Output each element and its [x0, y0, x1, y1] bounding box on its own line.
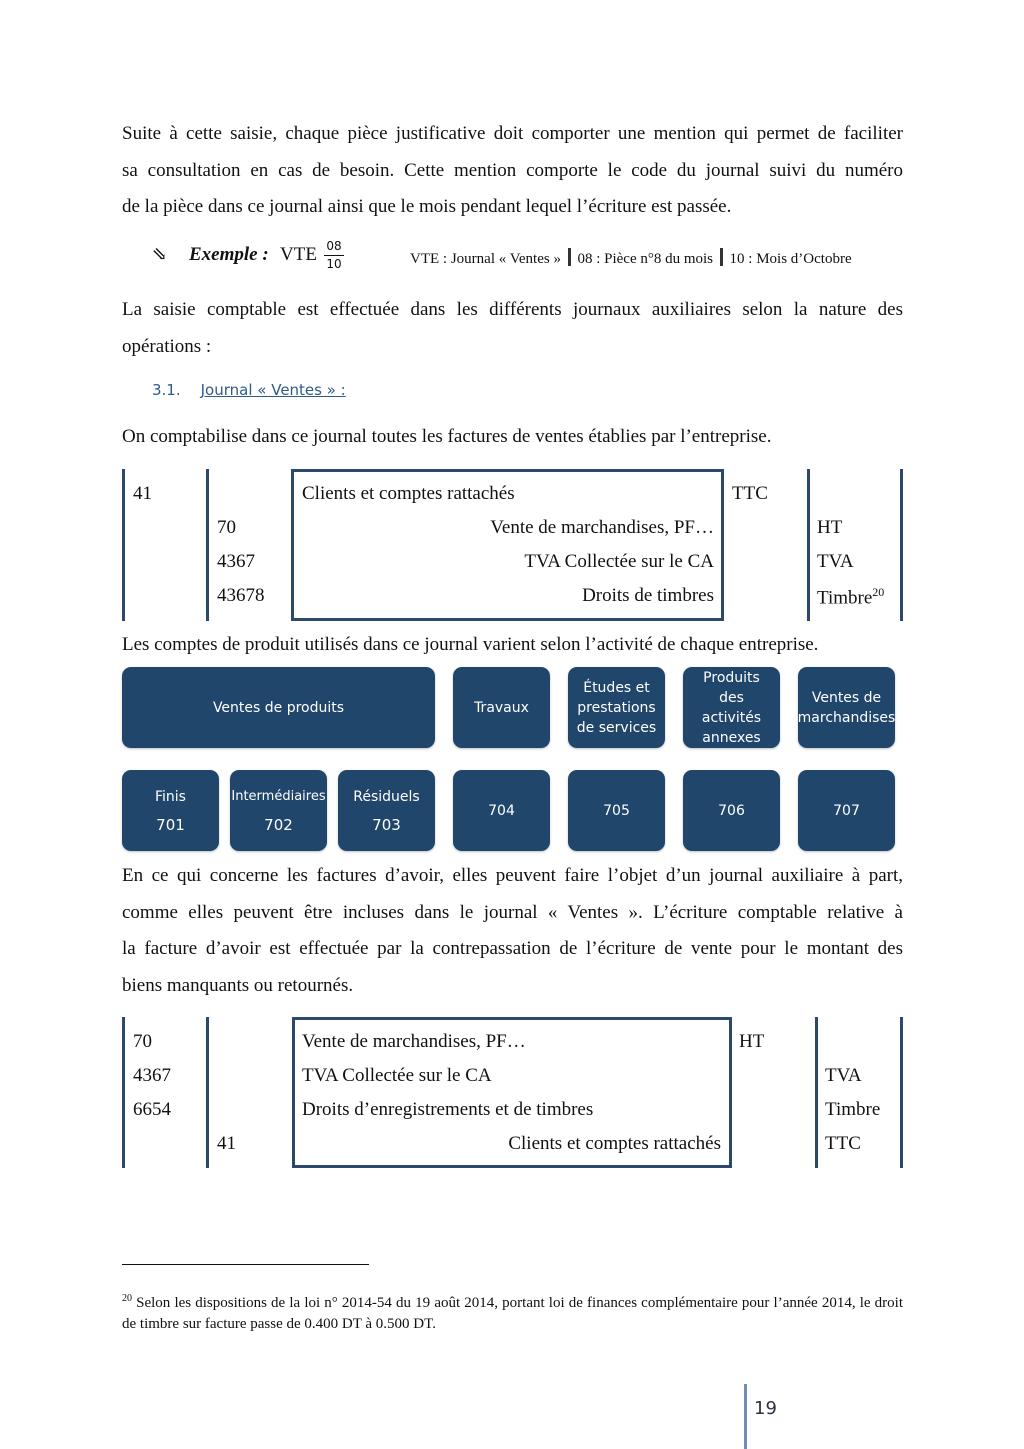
entry-label: TVA Collectée sur le CA	[302, 1065, 492, 1086]
entry-label: Vente de marchandises, PF…	[302, 1031, 526, 1052]
example-description	[410, 248, 852, 268]
saisie-line-1: La saisie comptable est effectuée dans les différents journaux auxiliaires selon la nature des	[122, 299, 903, 320]
fraction-denominator: 10	[326, 257, 342, 271]
credit-amount: TTC	[825, 1133, 861, 1154]
column-rule	[206, 469, 209, 621]
separator-bar	[720, 248, 723, 266]
column-rule	[122, 469, 125, 621]
column-rule	[815, 1017, 818, 1168]
column-rule	[206, 1017, 209, 1168]
credit-amount: HT	[817, 517, 843, 538]
column-rule	[122, 1017, 125, 1168]
entry-label: Droits d’enregistrements et de timbres	[302, 1099, 594, 1120]
journal-entry-avoir	[122, 1017, 904, 1168]
debit-account: 4367	[133, 1065, 171, 1086]
ventes-intro	[122, 419, 903, 456]
code-value: 704	[488, 802, 515, 819]
saisie-paragraph	[122, 292, 903, 365]
code-value: 705	[603, 802, 630, 819]
category-ventes-marchandises	[798, 667, 895, 748]
avoir-line-2: comme elles peuvent être incluses dans le journal « Ventes ». L’écriture comptable relative à	[122, 901, 903, 923]
page-number-bar	[744, 1384, 747, 1449]
code-704	[453, 770, 550, 851]
credit-account: 43678	[217, 585, 265, 606]
credit-amount: TVA	[817, 551, 854, 572]
credit-account: 4367	[217, 551, 255, 572]
intro-line-2: sa consultation en cas de besoin. Cette mention comporte le code du journal suivi du numéro	[122, 159, 903, 181]
footnote-ref: 20	[872, 585, 885, 599]
code-label: Intermédiaires	[231, 788, 326, 804]
avoir-line-4: biens manquants ou retournés.	[122, 974, 354, 996]
credit-amount: Timbre	[825, 1099, 881, 1120]
comptes-intro-text: Les comptes de produit utilisés dans ce journal varient selon l’activité de chaque entreprise.	[122, 634, 819, 655]
example-part-journal: VTE : Journal « Ventes »	[410, 251, 561, 267]
debit-account: 70	[133, 1031, 152, 1052]
code-finis	[122, 770, 219, 851]
code-705	[568, 770, 665, 851]
journal-entry-ventes	[122, 469, 904, 621]
intro-paragraph	[122, 116, 903, 226]
entry-label: Clients et comptes rattachés	[508, 1133, 721, 1154]
category-label: Ventes de marchandises	[797, 689, 896, 726]
section-title: Journal « Ventes » :	[200, 381, 346, 399]
avoir-paragraph	[122, 858, 903, 1004]
code-706	[683, 770, 780, 851]
page-number: 19	[754, 1398, 777, 1419]
intro-line-1: Suite à cette saisie, chaque pièce justificative doit comporter une mention qui permet de faciliter	[122, 123, 903, 144]
entry-label: Clients et comptes rattachés	[302, 483, 515, 504]
footnote	[122, 1288, 903, 1335]
section-number: 3.1.	[152, 381, 181, 399]
example-label: Exemple :	[189, 244, 269, 265]
category-label: Ventes de produits	[212, 699, 345, 716]
saisie-line-2: opérations :	[122, 335, 212, 357]
intro-line-3: de la pièce dans ce journal ainsi que le mois pendant lequel l’écriture est passée.	[122, 196, 732, 217]
category-label: Études et prestations de services	[576, 679, 657, 736]
footnote-rule	[122, 1264, 369, 1265]
category-travaux	[453, 667, 550, 748]
avoir-line-3: la facture d’avoir est effectuée par la contrepassation de l’écriture de vente pour le montant des	[122, 938, 903, 959]
debit-account: 41	[133, 483, 152, 504]
column-rule	[900, 469, 903, 621]
credit-account: 41	[217, 1133, 236, 1154]
code-value: 701	[156, 815, 185, 834]
avoir-line-1: En ce qui concerne les factures d’avoir, elles peuvent faire l’objet d’un journal auxiliaire à part,	[122, 865, 903, 886]
code-value: 707	[833, 802, 860, 819]
credit-amount	[817, 585, 884, 609]
category-produits-annexes	[683, 667, 780, 748]
code-value: 702	[264, 815, 293, 834]
ventes-intro-text: On comptabilise dans ce journal toutes les factures de ventes établies par l’entreprise.	[122, 426, 772, 447]
debit-account: 6654	[133, 1099, 171, 1120]
debit-amount: HT	[739, 1031, 765, 1052]
fraction-numerator: 08	[324, 238, 344, 256]
category-ventes-produits	[122, 667, 435, 748]
example-part-piece: 08 : Pièce n°8 du mois	[577, 251, 714, 267]
credit-account: 70	[217, 517, 236, 538]
arrow-icon: ⇘	[152, 244, 168, 264]
debit-amount: TTC	[732, 483, 768, 504]
credit-amount-text: Timbre	[817, 587, 873, 609]
credit-amount: TVA	[825, 1065, 862, 1086]
footnote-text: Selon les dispositions de la loi n° 2014-54 du 19 août 2014, portant loi de finances complémentaire pour l’année 2014, le droit de timbre sur facture passe de 0.400 DT à 0.500 DT.	[122, 1295, 903, 1332]
column-rule	[807, 469, 810, 621]
entry-label: Droits de timbres	[582, 585, 714, 606]
section-heading	[152, 381, 346, 399]
code-value: 703	[372, 815, 401, 834]
code-label: Finis	[155, 788, 186, 805]
separator-bar	[568, 248, 571, 266]
entry-label: TVA Collectée sur le CA	[524, 551, 714, 572]
example-fraction	[324, 238, 344, 273]
category-label: Travaux	[474, 699, 529, 716]
code-intermediaires	[230, 770, 327, 851]
column-rule	[900, 1017, 903, 1168]
code-label: Résiduels	[353, 788, 420, 805]
code-residuels	[338, 770, 435, 851]
category-label: Produits des activités annexes	[701, 669, 762, 746]
footnote-number: 20	[122, 1293, 132, 1304]
entry-label: Vente de marchandises, PF…	[490, 517, 714, 538]
comptes-intro	[122, 627, 903, 664]
code-value: 706	[718, 802, 745, 819]
category-etudes	[568, 667, 665, 748]
example-code: VTE	[280, 244, 317, 265]
example-part-month: 10 : Mois d’Octobre	[729, 251, 852, 267]
code-707	[798, 770, 895, 851]
